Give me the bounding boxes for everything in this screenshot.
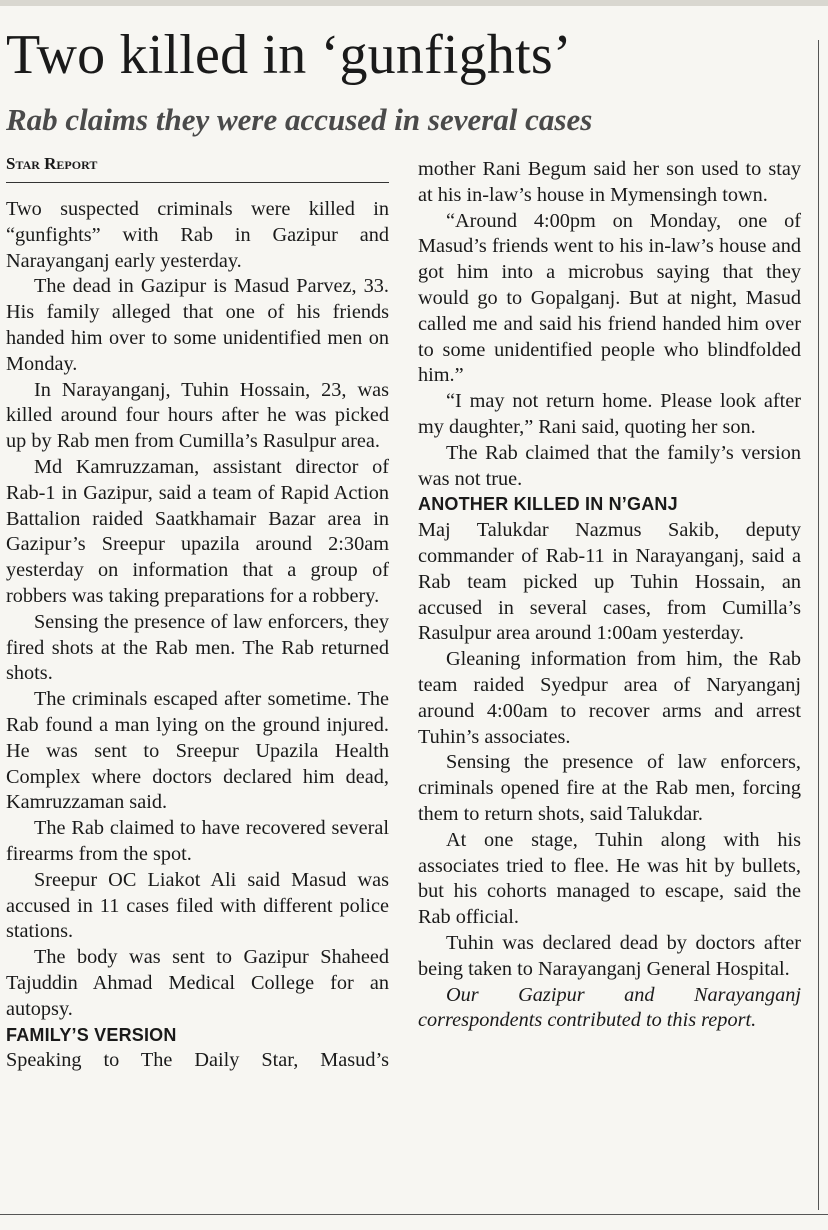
paragraph: Maj Talukdar Nazmus Sakib, deputy commander of Rab-11 in Narayanganj, said a Rab team picked up Tuhin Hossain, an accused in several cases, from Cumilla’s Rasulpur area around 1:00am yesterday. xyxy=(418,519,801,645)
paragraph: The dead in Gazipur is Masud Parvez, 33. His family alleged that one of his friends handed him over to some unidentified men on Monday. xyxy=(6,275,389,375)
correspondent-credit: Our Gazipur and Narayanganj correspondents contributed to this report. xyxy=(418,983,801,1032)
column-right xyxy=(418,157,801,1034)
byline-rule xyxy=(6,182,389,183)
paragraph: The Rab claimed that the family’s version was not true. xyxy=(418,441,801,490)
paragraph: The body was sent to Gazipur Shaheed Tajuddin Ahmad Medical College for an autopsy. xyxy=(6,946,389,1020)
headline: Two killed in ‘gunfights’ xyxy=(6,24,572,86)
deck-subheadline: Rab claims they were accused in several cases xyxy=(6,102,593,137)
section-subhead-nganj: ANOTHER KILLED IN N’GANJ xyxy=(418,494,678,515)
paragraph: Sensing the presence of law enforcers, they fired shots at the Rab men. The Rab returned shots. xyxy=(6,610,389,685)
byline: Star Report xyxy=(6,154,98,173)
column-left xyxy=(6,197,389,1074)
paragraph: Tuhin was declared dead by doctors after being taken to Narayanganj General Hospital. xyxy=(418,931,801,980)
paragraph: The Rab claimed to have recovered several firearms from the spot. xyxy=(6,817,389,865)
top-strip xyxy=(0,0,828,6)
section-subhead-family: FAMILY’S VERSION xyxy=(6,1024,177,1045)
paragraph: “Around 4:00pm on Monday, one of Masud’s friends went to his in-law’s house and got him into a microbus saying that they would go to Gopalganj. But at night, Masud called me and said his friend handed him over to some unidentified people who blindfolded him.” xyxy=(418,209,801,387)
paragraph: Speaking to The Daily Star, Masud’s xyxy=(6,1049,389,1072)
bottom-border-rule xyxy=(0,1214,828,1215)
paragraph: Sensing the presence of law enforcers, criminals opened fire at the Rab men, forcing them to return shots, said Talukdar. xyxy=(418,751,801,825)
paragraph: Sreepur OC Liakot Ali said Masud was accused in 11 cases filed with different police stations. xyxy=(6,868,389,943)
paragraph: Md Kamruzzaman, assistant director of Rab-1 in Gazipur, said a team of Rapid Action Battalion raided Saatkhamair Bazar area in Gazipur’s Sreepur upazila around 2:30am yesterday on information that a group of robbers was taking preparations for a robbery. xyxy=(6,455,389,607)
paragraph: The criminals escaped after sometime. The Rab found a man lying on the ground injured. He was sent to Sreepur Upazila Health Complex where doctors declared him dead, Kamruzzaman said. xyxy=(6,688,389,814)
paragraph: mother Rani Begum said her son used to stay at his in-law’s house in Mymensingh town. xyxy=(418,158,801,206)
paragraph: At one stage, Tuhin along with his associates tried to flee. He was hit by bullets, but his cohorts managed to escape, said the Rab official. xyxy=(418,828,801,929)
right-border-rule xyxy=(818,40,819,1210)
paragraph: Two suspected criminals were killed in “gunfights” with Rab in Gazipur and Narayanganj early yesterday. xyxy=(6,198,389,272)
paragraph: “I may not return home. Please look after my daughter,” Rani said, quoting her son. xyxy=(418,390,801,438)
paragraph: In Narayanganj, Tuhin Hossain, 23, was killed around four hours after he was picked up by Rab men from Cumilla’s Rasulpur area. xyxy=(6,378,389,453)
paragraph: Gleaning information from him, the Rab team raided Syedpur area of Naryanganj around 4:00am to recover arms and arrest Tuhin’s associates. xyxy=(418,648,801,748)
